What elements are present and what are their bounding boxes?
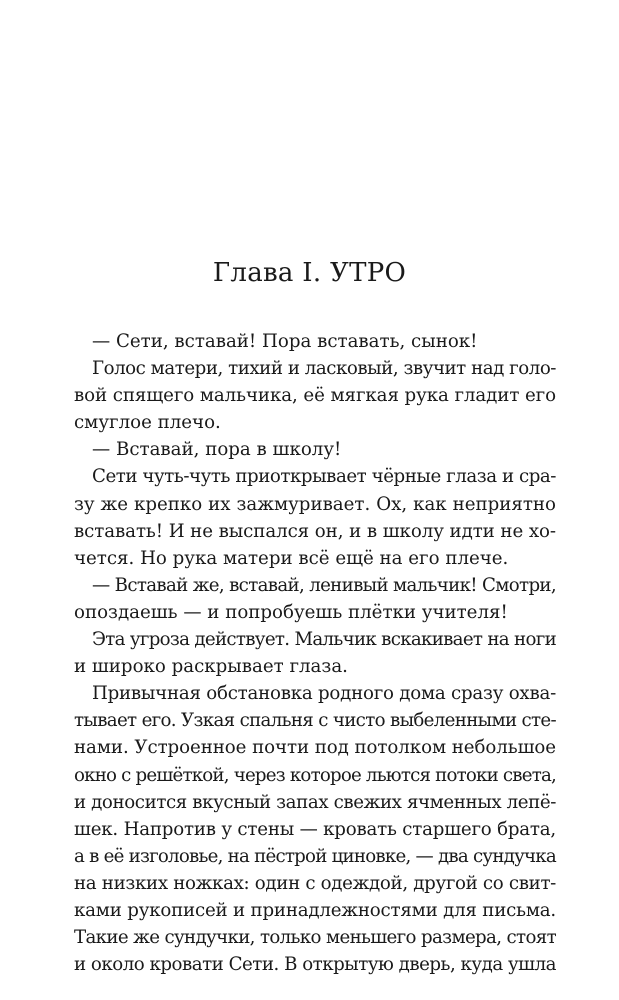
text-line: — Вставай же, вставай, ленивый мальчик! Смотри, [92,574,556,596]
text-line: вставать! И не выспался он, и в школу идти не хо- [74,520,556,542]
text-line: на низких ножках: один с одеждой, другой со свит- [74,872,557,894]
text-line: Голос матери, тихий и ласковый, звучит над голо- [92,358,556,380]
text-line: опоздаешь — и попробуешь плётки учителя! [74,601,508,623]
text-line: Привычная обстановка родного дома сразу охва- [92,683,556,705]
text-line: вой спящего мальчика, её мягкая рука гладит его [74,385,557,407]
text-line: нами. Устроенное почти под потолком небольшое [74,737,556,759]
text-line: — Вставай, пора в школу! [92,439,342,461]
text-line: Сети чуть-чуть приоткрывает чёрные глаза и сра- [92,466,557,488]
body-text [74,328,556,978]
text-line: тывает его. Узкая спальня с чисто выбеленными сте- [74,710,557,732]
text-line: смуглое плечо. [74,412,221,434]
text-line: Такие же сундучки, только меньшего размера, стоят [74,927,556,949]
text-line: окно с решёткой, через которое льются потоки света, [74,764,557,786]
text-line: Эта угроза действует. Мальчик вскакивает на ноги [92,629,557,651]
text-line: — Сети, вставай! Пора вставать, сынок! [92,331,478,352]
text-line: и около кровати Сети. В открытую дверь, куда ушла [74,954,557,976]
text-line: шек. Напротив у стены — кровать старшего брата, [74,818,557,840]
text-line: и доносится вкусный запах свежих ячменных лепё- [74,791,557,813]
text-line: зу же крепко их зажмуривает. Ох, как неприятно [74,493,556,515]
text-line: ками рукописей и принадлежностями для письма. [74,899,556,921]
text-line: и широко раскрывает глаза. [74,656,348,678]
text-line: а в её изголовье, на пёстрой циновке, — два сундучка [74,845,556,867]
chapter-title: Глава I. УТРО [212,258,407,288]
text-line: чется. Но рука матери всё ещё на его плече. [74,547,509,569]
